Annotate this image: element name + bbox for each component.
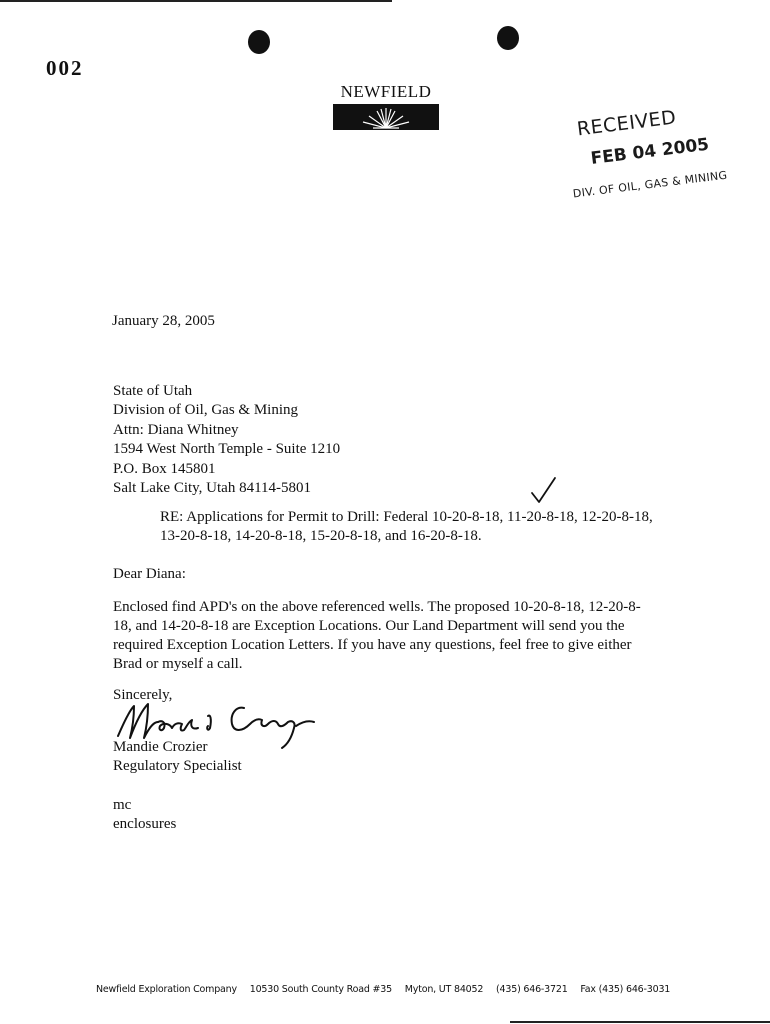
footer-company: Newfield Exploration Company: [96, 984, 237, 995]
letterhead-footer: [96, 984, 696, 995]
subject-line-2: 13-20-8-18, 14-20-8-18, 15-20-8-18, and 16-20-8-18.: [160, 528, 482, 544]
body-line: Brad or myself a call.: [113, 656, 243, 672]
address-line: 1594 West North Temple - Suite 1210: [113, 441, 341, 458]
page-marker: 002: [46, 56, 84, 80]
typist-initials: mc: [113, 797, 132, 813]
recipient-address-block: [113, 382, 340, 498]
stamp-division: DIV. OF OIL, GAS & MINING: [572, 168, 728, 201]
body-line: required Exception Location Letters. If you have any questions, feel free to give either: [113, 637, 632, 653]
signer-block: [113, 738, 242, 776]
address-line: Salt Lake City, Utah 84114-5801: [113, 480, 312, 497]
footer-fax: Fax (435) 646-3031: [580, 984, 671, 995]
stamp-date: FEB 04 2005: [589, 134, 711, 169]
salutation: Dear Diana:: [113, 566, 186, 582]
letterhead-logo: [333, 104, 439, 130]
address-line: Division of Oil, Gas & Mining: [113, 402, 299, 419]
closing: Sincerely,: [113, 687, 173, 703]
subject-line-1: RE: Applications for Permit to Drill: Federal 10-20-8-18, 11-20-8-18, 12-20-8-18,: [160, 509, 653, 525]
punch-hole-right: [497, 26, 519, 50]
letter-date: January 28, 2005: [112, 313, 215, 329]
received-stamp: [548, 100, 740, 231]
footer-address: 10530 South County Road #35: [249, 984, 392, 995]
letterhead-company-name: NEWFIELD: [340, 82, 432, 101]
footer-city: Myton, UT 84052: [404, 984, 484, 995]
handwritten-check-mark-icon: [529, 476, 559, 506]
address-line: State of Utah: [113, 383, 193, 399]
stamp-title: RECEIVED: [575, 106, 678, 141]
enclosures-note: enclosures: [113, 816, 177, 832]
initials-block: [113, 796, 176, 834]
body-line: Enclosed find APD's on the above referenced wells. The proposed 10-20-8-18, 12-20-8-: [113, 599, 641, 615]
body-paragraph: [113, 598, 641, 674]
signer-name: Mandie Crozier: [113, 739, 208, 755]
footer-phone: (435) 646-3721: [496, 984, 568, 995]
address-line: P.O. Box 145801: [113, 460, 216, 477]
signer-title: Regulatory Specialist: [113, 758, 242, 774]
subject-line: [160, 508, 653, 546]
body-line: 18, and 14-20-8-18 are Exception Locations. Our Land Department will send you the: [113, 618, 625, 634]
sunburst-logo-icon: [333, 104, 439, 130]
punch-hole-left: [248, 30, 270, 54]
address-line: Attn: Diana Whitney: [113, 421, 239, 438]
top-edge-rule: [0, 0, 392, 2]
bottom-edge-rule: [510, 1021, 770, 1023]
